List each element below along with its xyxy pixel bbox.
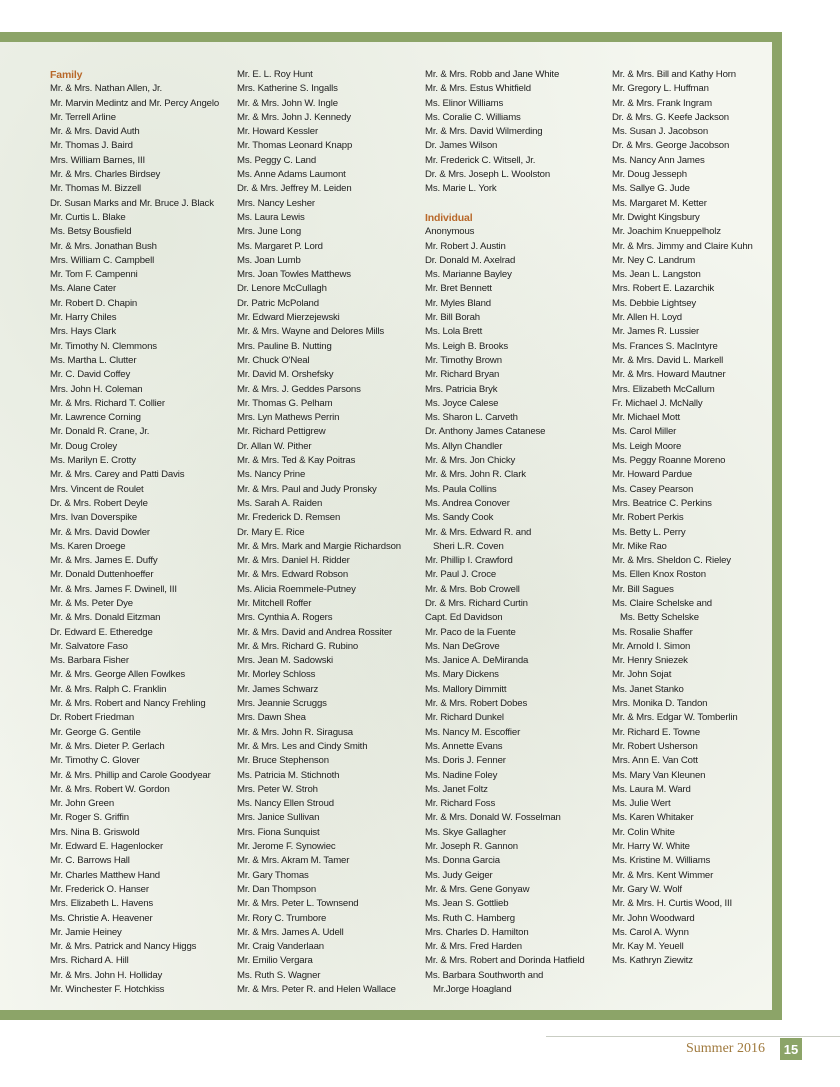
donor-name: Ms. Leigh Moore — [612, 440, 682, 452]
donor-name: Ms. Elinor Williams — [425, 97, 504, 109]
donor-name: Ms. Claire Schelske and — [612, 597, 712, 609]
donor-name: Mrs. Patricia Bryk — [425, 383, 498, 395]
donor-name: Dr. & Mrs. Joseph L. Woolston — [425, 169, 551, 181]
donor-name: Ms. Janet Foltz — [425, 783, 488, 795]
donor-name: Ms. Patricia M. Stichnoth — [237, 769, 340, 781]
donor-name: Ms. Betty L. Perry — [612, 526, 686, 538]
donor-name: Mr. & Mrs. James F. Dwinell, III — [50, 583, 177, 595]
donor-name: Ms. Jean L. Langston — [612, 269, 701, 281]
donor-name: Mr. Timothy Brown — [425, 354, 502, 366]
donor-name: Ms. Marianne Bayley — [425, 269, 512, 281]
donor-name: Ms. Joan Lumb — [237, 254, 301, 266]
donor-name: Mr. & Mrs. Robb and Jane White — [425, 69, 560, 80]
donor-name: Mr. & Mrs. Ted & Kay Poitras — [237, 455, 356, 467]
donor-name: Dr. & Mrs. G. Keefe Jackson — [612, 111, 729, 123]
donor-name: Ms. Jean S. Gottlieb — [425, 898, 509, 910]
donor-name: Mr. Thomas Leonard Knapp — [237, 140, 353, 152]
donor-name: Mr. Timothy C. Glover — [50, 755, 140, 767]
donor-name: Mr. & Mrs. Edward R. and — [425, 526, 532, 538]
donor-name: Mr. & Mrs. Jimmy and Claire Kuhn — [612, 240, 753, 252]
donor-name: Mr. C. Barrows Hall — [50, 855, 130, 867]
donor-name: Mr. & Mrs. Richard T. Collier — [50, 397, 165, 409]
donor-name: Mr. Allen H. Loyd — [612, 312, 682, 324]
donor-name: Mr. Craig Vanderlaan — [237, 941, 324, 953]
donor-name: Mr. Mike Rao — [612, 540, 667, 552]
donor-name: Dr. Mary E. Rice — [237, 526, 305, 538]
donor-name: Mr. & Mrs. Bill and Kathy Horn — [612, 69, 736, 80]
donor-name: Ms. Nadine Foley — [425, 769, 498, 781]
donor-name: Ms. Peggy Roanne Moreno — [612, 455, 726, 467]
donor-name: Ms. Nancy M. Escoffier — [425, 726, 521, 738]
donor-name: Ms. Skye Gallagher — [425, 826, 507, 838]
donor-name: Mr. Richard Bryan — [425, 369, 500, 381]
donor-name: Mr. & Mrs. Daniel H. Ridder — [237, 555, 350, 567]
donor-name: Mr. & Mrs. Les and Cindy Smith — [237, 740, 368, 752]
donor-name: Mrs. Jeannie Scruggs — [237, 698, 327, 710]
column-4 — [612, 68, 772, 969]
donor-name: Mr. & Mrs. Jon Chicky — [425, 455, 516, 467]
donor-name: Mr. & Mrs. David Dowler — [50, 526, 150, 538]
donor-name: Mr. Charles Matthew Hand — [50, 869, 160, 881]
donor-name: Mr. John Sojat — [612, 669, 672, 681]
donor-name: Mrs. John H. Coleman — [50, 383, 143, 395]
donor-name: Mr. & Mrs. Patrick and Nancy Higgs — [50, 941, 197, 953]
donor-name: Ms. Karen Droege — [50, 540, 126, 552]
donor-name: Mr. & Mrs. Phillip and Carole Goodyear — [50, 769, 211, 781]
donor-name: Mr. & Mrs. John R. Siragusa — [237, 726, 353, 738]
donor-name: Dr. Allan W. Pither — [237, 440, 312, 452]
donor-name: Mr. Richard Pettigrew — [237, 426, 326, 438]
donor-name: Mr. Colin White — [612, 826, 675, 838]
donor-name: Ms. Peggy C. Land — [237, 154, 317, 166]
donor-name: Mrs. Nina B. Griswold — [50, 826, 140, 838]
donor-name: Ms. Carol Miller — [612, 426, 677, 438]
donor-name: Dr. Edward E. Etheredge — [50, 626, 153, 638]
donor-name: Mr. & Mrs. John W. Ingle — [237, 97, 338, 109]
donor-name: Ms. Susan J. Jacobson — [612, 126, 709, 138]
donor-name: Mr. C. David Coffey — [50, 369, 131, 381]
donor-name: Mr.Jorge Hoagland — [433, 984, 512, 995]
donor-name: Ms. Betty Schelske — [620, 612, 699, 624]
donor-name: Mr. Terrell Arline — [50, 111, 116, 123]
donor-name: Mr. & Mrs. Robert Dobes — [425, 698, 528, 710]
donor-name: Mr. Richard Dunkel — [425, 712, 504, 724]
donor-name: Mr. Paul J. Croce — [425, 569, 497, 581]
donor-name: Mr. Thomas M. Bizzell — [50, 183, 142, 195]
donor-name: Mr. Donald Duttenhoeffer — [50, 569, 154, 581]
donor-name: Mrs. Lyn Mathews Perrin — [237, 412, 340, 424]
donor-name: Mr. & Mrs. Peter R. and Helen Wallace — [237, 984, 396, 995]
donor-name: Ms. Laura Lewis — [237, 211, 305, 223]
donor-name: Mr. Frederick O. Hanser — [50, 883, 149, 895]
donor-name: Mr. Henry Sniezek — [612, 655, 688, 667]
donor-name: Ms. Ruth C. Hamberg — [425, 912, 515, 924]
donor-name: Mr. George G. Gentile — [50, 726, 141, 738]
donor-name: Ms. Leigh B. Brooks — [425, 340, 508, 352]
donor-name: Mr. & Mrs. David and Andrea Rossiter — [237, 626, 393, 638]
section-heading-individual: Individual — [425, 211, 473, 224]
donor-name: Ms. Laura M. Ward — [612, 783, 691, 795]
donor-name: Mr. & Mrs. John J. Kennedy — [237, 111, 351, 123]
family-list-col1 — [50, 82, 235, 997]
donor-name: Mrs. Richard A. Hill — [50, 955, 129, 967]
donor-name: Ms. Janet Stanko — [612, 683, 684, 695]
donor-name: Mr. & Mrs. Donald Eitzman — [50, 612, 161, 624]
donor-name: Mr. & Mrs. Edward Robson — [237, 569, 349, 581]
donor-name: Mr. & Ms. Peter Dye — [50, 597, 133, 609]
donor-name: Mr. & Mrs. Dieter P. Gerlach — [50, 740, 165, 752]
donor-name: Mr. Dan Thompson — [237, 883, 317, 895]
donor-name: Ms. Nancy Prine — [237, 469, 306, 481]
donor-name: Mr. Lawrence Corning — [50, 412, 141, 424]
issue-label: Summer 2016 — [686, 1041, 765, 1056]
donor-name: Mr. & Mrs. Charles Birdsey — [50, 169, 161, 181]
donor-name: Mr. & Mrs. Wayne and Delores Mills — [237, 326, 385, 338]
donor-name: Mr. & Mrs. George Allen Fowlkes — [50, 669, 186, 681]
donor-name: Ms. Lola Brett — [425, 326, 483, 338]
donor-name: Mr. & Mrs. David Wilmerding — [425, 126, 543, 138]
donor-name: Ms. Kristine M. Williams — [612, 855, 711, 867]
section-heading-family: Family — [50, 69, 83, 81]
donor-name: Mr. Robert Usherson — [612, 740, 698, 752]
donor-name: Dr. Robert Friedman — [50, 712, 135, 724]
donor-name: Ms. Sandy Cook — [425, 512, 494, 524]
donor-name: Mr. Harry W. White — [612, 841, 690, 853]
donor-name: Dr. & Mrs. Richard Curtin — [425, 597, 528, 609]
donor-name: Mrs. William Barnes, III — [50, 154, 146, 166]
donor-name: Ms. Debbie Lightsey — [612, 297, 697, 309]
donor-name: Mr. Phillip I. Crawford — [425, 555, 513, 567]
footer-rule — [546, 1036, 840, 1037]
donor-name: Mrs. Monika D. Tandon — [612, 698, 708, 710]
donor-name: Mr. & Mrs. James A. Udell — [237, 926, 344, 938]
donor-name: Ms. Julie Wert — [612, 798, 671, 810]
donor-name: Dr. Patric McPoland — [237, 297, 319, 309]
donor-name: Mr. & Mrs. David L. Markell — [612, 354, 724, 366]
donor-name: Mr. Curtis L. Blake — [50, 211, 126, 223]
donor-name: Ms. Rosalie Shaffer — [612, 626, 693, 638]
donor-name: Mrs. Dawn Shea — [237, 712, 306, 724]
donor-name: Mr. & Mrs. J. Geddes Parsons — [237, 383, 361, 395]
donor-name: Mr. & Mrs. James E. Duffy — [50, 555, 158, 567]
donor-name: Ms. Mary Dickens — [425, 669, 499, 681]
donor-name: Sheri L.R. Coven — [433, 540, 504, 552]
donor-name: Mrs. Janice Sullivan — [237, 812, 320, 824]
donor-name: Mr. James Schwarz — [237, 683, 319, 695]
donor-name: Mr. & Mrs. H. Curtis Wood, III — [612, 898, 733, 910]
donor-name: Mr. Richard Foss — [425, 798, 496, 810]
donor-name: Mr. Robert J. Austin — [425, 240, 506, 252]
donor-name: Ms. Sallye G. Jude — [612, 183, 690, 195]
donor-name: Mrs. Joan Towles Matthews — [237, 269, 351, 281]
donor-name: Ms. Martha L. Clutter — [50, 354, 137, 366]
donor-name: Ms. Ellen Knox Roston — [612, 569, 706, 581]
donor-name: Mrs. Katherine S. Ingalls — [237, 83, 338, 95]
donor-name: Mr. Robert D. Chapin — [50, 297, 138, 309]
donor-name: Mr. Winchester F. Hotchkiss — [50, 984, 165, 995]
donor-name: Ms. Annette Evans — [425, 740, 503, 752]
donor-name: Mr. Arnold I. Simon — [612, 640, 691, 652]
donor-name: Mr. & Mrs. Frank Ingram — [612, 97, 712, 109]
donor-name: Dr. & Mrs. Jeffrey M. Leiden — [237, 183, 352, 195]
donor-name: Ms. Christie A. Heavener — [50, 912, 153, 924]
donor-name: Mr. Joachim Knueppelholz — [612, 226, 721, 238]
donor-name: Mr. Salvatore Faso — [50, 640, 128, 652]
donor-name: Mr. & Mrs. Bob Crowell — [425, 583, 520, 595]
column-1 — [50, 68, 235, 997]
donor-name: Ms. Allyn Chandler — [425, 440, 503, 452]
donor-name: Mr. Bill Sagues — [612, 583, 674, 595]
donor-name: Mr. Tom F. Campenni — [50, 269, 138, 281]
donor-name: Mr. Thomas J. Baird — [50, 140, 133, 152]
donor-name: Ms. Janice A. DeMiranda — [425, 655, 529, 667]
individual-list-col4 — [612, 68, 772, 969]
donor-name: Mr. Gary W. Wolf — [612, 883, 682, 895]
donor-name: Mr. Gregory L. Huffman — [612, 83, 709, 95]
donor-name: Ms. Andrea Conover — [425, 497, 510, 509]
donor-name: Mr. & Mrs. Akram M. Tamer — [237, 855, 350, 867]
donor-name: Mr. Jerome F. Synowiec — [237, 841, 336, 853]
donor-name: Mr. Rory C. Trumbore — [237, 912, 327, 924]
donor-name: Mr. Jamie Heiney — [50, 926, 122, 938]
donor-name: Mr. John Green — [50, 798, 115, 810]
donor-name: Ms. Barbara Fisher — [50, 655, 129, 667]
donor-name: Mr. Gary Thomas — [237, 869, 309, 881]
donor-name: Mr. John Woodward — [612, 912, 695, 924]
donor-name: Ms. Casey Pearson — [612, 483, 694, 495]
donor-name: Mrs. June Long — [237, 226, 302, 238]
donor-name: Mr. & Mrs. Sheldon C. Rieley — [612, 555, 731, 567]
donor-name: Mr. Robert Perkis — [612, 512, 684, 524]
donor-name: Ms. Margaret M. Ketter — [612, 197, 707, 209]
donor-name: Mr. Ney C. Landrum — [612, 254, 696, 266]
donor-name: Mrs. Robert E. Lazarchik — [612, 283, 714, 295]
donor-name: Mrs. Pauline B. Nutting — [237, 340, 332, 352]
donor-name: Mrs. Jean M. Sadowski — [237, 655, 334, 667]
donor-name: Mr. Bruce Stephenson — [237, 755, 329, 767]
donor-name: Mr. Dwight Kingsbury — [612, 211, 700, 223]
donor-name: Mr. & Mrs. Howard Mautner — [612, 369, 726, 381]
donor-name: Anonymous — [425, 226, 475, 238]
donor-name: Dr. & Mrs. George Jacobson — [612, 140, 730, 152]
donor-name: Dr. Anthony James Catanese — [425, 426, 546, 438]
donor-name: Dr. Donald M. Axelrad — [425, 254, 516, 266]
donor-name: Mr. & Mrs. Carey and Patti Davis — [50, 469, 185, 481]
donor-name: Mr. Frederick C. Witsell, Jr. — [425, 154, 536, 166]
donor-name: Mrs. Cynthia A. Rogers — [237, 612, 333, 624]
donor-name: Ms. Kathryn Ziewitz — [612, 955, 693, 967]
donor-name: Mr. & Mrs. Jonathan Bush — [50, 240, 157, 252]
donor-name: Mrs. Ann E. Van Cott — [612, 755, 698, 767]
donor-name: Mrs. Ivan Doverspike — [50, 512, 138, 524]
donor-name: Ms. Alane Cater — [50, 283, 117, 295]
donor-name: Mr. & Mrs. Robert W. Gordon — [50, 783, 170, 795]
donor-name: Mrs. Nancy Lesher — [237, 197, 315, 209]
donor-name: Mrs. William C. Campbell — [50, 254, 155, 266]
donor-name: Mr. Michael Mott — [612, 412, 680, 424]
donor-name: Mr. David M. Orshefsky — [237, 369, 334, 381]
donor-name: Mr. Edward E. Hagenlocker — [50, 841, 164, 853]
donor-name: Mr. & Mrs. Mark and Margie Richardson — [237, 540, 401, 552]
page-number: 15 — [780, 1038, 802, 1060]
donor-name: Capt. Ed Davidson — [425, 612, 503, 624]
donor-name: Ms. Mary Van Kleunen — [612, 769, 706, 781]
donor-name: Mr. Frederick D. Remsen — [237, 512, 341, 524]
donor-name: Mr. & Mrs. Ralph C. Franklin — [50, 683, 167, 695]
individual-list-col3 — [425, 225, 610, 997]
donor-name: Mr. Edward Mierzejewski — [237, 312, 340, 324]
column-3 — [425, 68, 610, 997]
donor-name: Mrs. Elizabeth McCallum — [612, 383, 715, 395]
donor-name: Mr. & Mrs. Paul and Judy Pronsky — [237, 483, 377, 495]
donor-name: Ms. Nancy Ann James — [612, 154, 705, 166]
donor-name: Mrs. Charles D. Hamilton — [425, 926, 529, 938]
column-2 — [237, 68, 422, 997]
donor-name: Mr. Doug Jesseph — [612, 169, 687, 181]
donor-name: Mr. Roger S. Griffin — [50, 812, 129, 824]
donor-name: Mr. Bill Borah — [425, 312, 480, 324]
donor-name: Mr. & Mrs. Kent Wimmer — [612, 869, 714, 881]
donor-name: Ms. Sarah A. Raiden — [237, 497, 323, 509]
donor-name: Mr. & Mrs. Gene Gonyaw — [425, 883, 530, 895]
donor-name: Fr. Michael J. McNally — [612, 397, 703, 409]
donor-name: Ms. Carol A. Wynn — [612, 926, 689, 938]
donor-name: Ms. Doris J. Fenner — [425, 755, 506, 767]
donor-name: Mrs. Vincent de Roulet — [50, 483, 144, 495]
donor-name: Ms. Nancy Ellen Stroud — [237, 798, 334, 810]
donor-name: Mrs. Beatrice C. Perkins — [612, 497, 712, 509]
donor-name: Ms. Judy Geiger — [425, 869, 493, 881]
donor-name: Ms. Joyce Calese — [425, 397, 499, 409]
donor-name: Mr. & Mrs. Fred Harden — [425, 941, 522, 953]
donor-name: Mr. Kay M. Yeuell — [612, 941, 684, 953]
page-frame — [0, 32, 782, 1020]
donor-name: Ms. Ruth S. Wagner — [237, 969, 321, 981]
donor-name: Mr. Howard Kessler — [237, 126, 319, 138]
donor-name: Mr. Howard Pardue — [612, 469, 693, 481]
donor-name: Dr. Susan Marks and Mr. Bruce J. Black — [50, 197, 214, 209]
donor-name: Dr. James Wilson — [425, 140, 498, 152]
donor-name: Mr. & Mrs. David Auth — [50, 126, 140, 138]
donor-name: Ms. Margaret P. Lord — [237, 240, 323, 252]
donor-name: Ms. Mallory Dimmitt — [425, 683, 507, 695]
donor-name: Mrs. Elizabeth L. Havens — [50, 898, 154, 910]
family-list-col3 — [425, 68, 610, 197]
donor-name: Mrs. Hays Clark — [50, 326, 116, 338]
donor-name: Mr. Morley Schloss — [237, 669, 316, 681]
donor-name: Mrs. Peter W. Stroh — [237, 783, 318, 795]
donor-name: Mr. Myles Bland — [425, 297, 491, 309]
donor-name: Ms. Donna Garcia — [425, 855, 500, 867]
donor-name: Mr. E. L. Roy Hunt — [237, 69, 313, 80]
donor-name: Ms. Betsy Bousfield — [50, 226, 132, 238]
family-list-col2 — [237, 68, 422, 997]
donor-name: Mr. Chuck O'Neal — [237, 354, 310, 366]
donor-name: Mrs. Fiona Sunquist — [237, 826, 320, 838]
donor-name: Mr. & Mrs. Edgar W. Tomberlin — [612, 712, 738, 724]
donor-name: Ms. Paula Collins — [425, 483, 497, 495]
donor-name: Mr. James R. Lussier — [612, 326, 700, 338]
donor-name: Ms. Alicia Roemmele-Putney — [237, 583, 356, 595]
donor-name: Mr. & Mrs. Robert and Dorinda Hatfield — [425, 955, 585, 967]
donor-name: Mr. Emilio Vergara — [237, 955, 313, 967]
donor-name: Mr. & Mrs. Richard G. Rubino — [237, 640, 359, 652]
donor-name: Mr. & Mrs. John R. Clark — [425, 469, 526, 481]
donor-name: Mr. Joseph R. Gannon — [425, 841, 518, 853]
donor-name: Mr. & Mrs. Nathan Allen, Jr. — [50, 83, 163, 95]
donor-name: Mr. & Mrs. Peter L. Townsend — [237, 898, 359, 910]
donor-name: Ms. Marie L. York — [425, 183, 497, 195]
donor-name: Mr. & Mrs. Donald W. Fosselman — [425, 812, 561, 824]
donor-name: Mr. Thomas G. Pelham — [237, 397, 333, 409]
donor-list-panel — [0, 42, 772, 1010]
donor-name: Ms. Karen Whitaker — [612, 812, 694, 824]
donor-name: Mr. Donald R. Crane, Jr. — [50, 426, 150, 438]
donor-name: Mr. Bret Bennett — [425, 283, 492, 295]
donor-name: Ms. Barbara Southworth and — [425, 969, 544, 981]
donor-name: Ms. Frances S. MacIntyre — [612, 340, 718, 352]
donor-name: Ms. Sharon L. Carveth — [425, 412, 518, 424]
section-gap — [425, 197, 610, 211]
donor-name: Mr. Doug Croley — [50, 440, 118, 452]
donor-name: Mr. & Mrs. John H. Holliday — [50, 969, 163, 981]
donor-name: Ms. Coralie C. Williams — [425, 111, 521, 123]
donor-name: Dr. Lenore McCullagh — [237, 283, 327, 295]
donor-name: Dr. & Mrs. Robert Deyle — [50, 497, 148, 509]
donor-name: Mr. Mitchell Roffer — [237, 597, 312, 609]
donor-name: Ms. Nan DeGrove — [425, 640, 500, 652]
donor-name: Mr. Paco de la Fuente — [425, 626, 516, 638]
donor-name: Mr. Richard E. Towne — [612, 726, 700, 738]
donor-name: Ms. Anne Adams Laumont — [237, 169, 346, 181]
donor-name: Mr. Harry Chiles — [50, 312, 117, 324]
donor-name: Mr. Timothy N. Clemmons — [50, 340, 157, 352]
donor-name: Mr. Marvin Medintz and Mr. Percy Angelo — [50, 97, 220, 109]
donor-name: Mr. & Mrs. Robert and Nancy Frehling — [50, 698, 206, 710]
donor-name: Mr. & Mrs. Estus Whitfield — [425, 83, 531, 95]
donor-name: Ms. Marilyn E. Crotty — [50, 455, 136, 467]
